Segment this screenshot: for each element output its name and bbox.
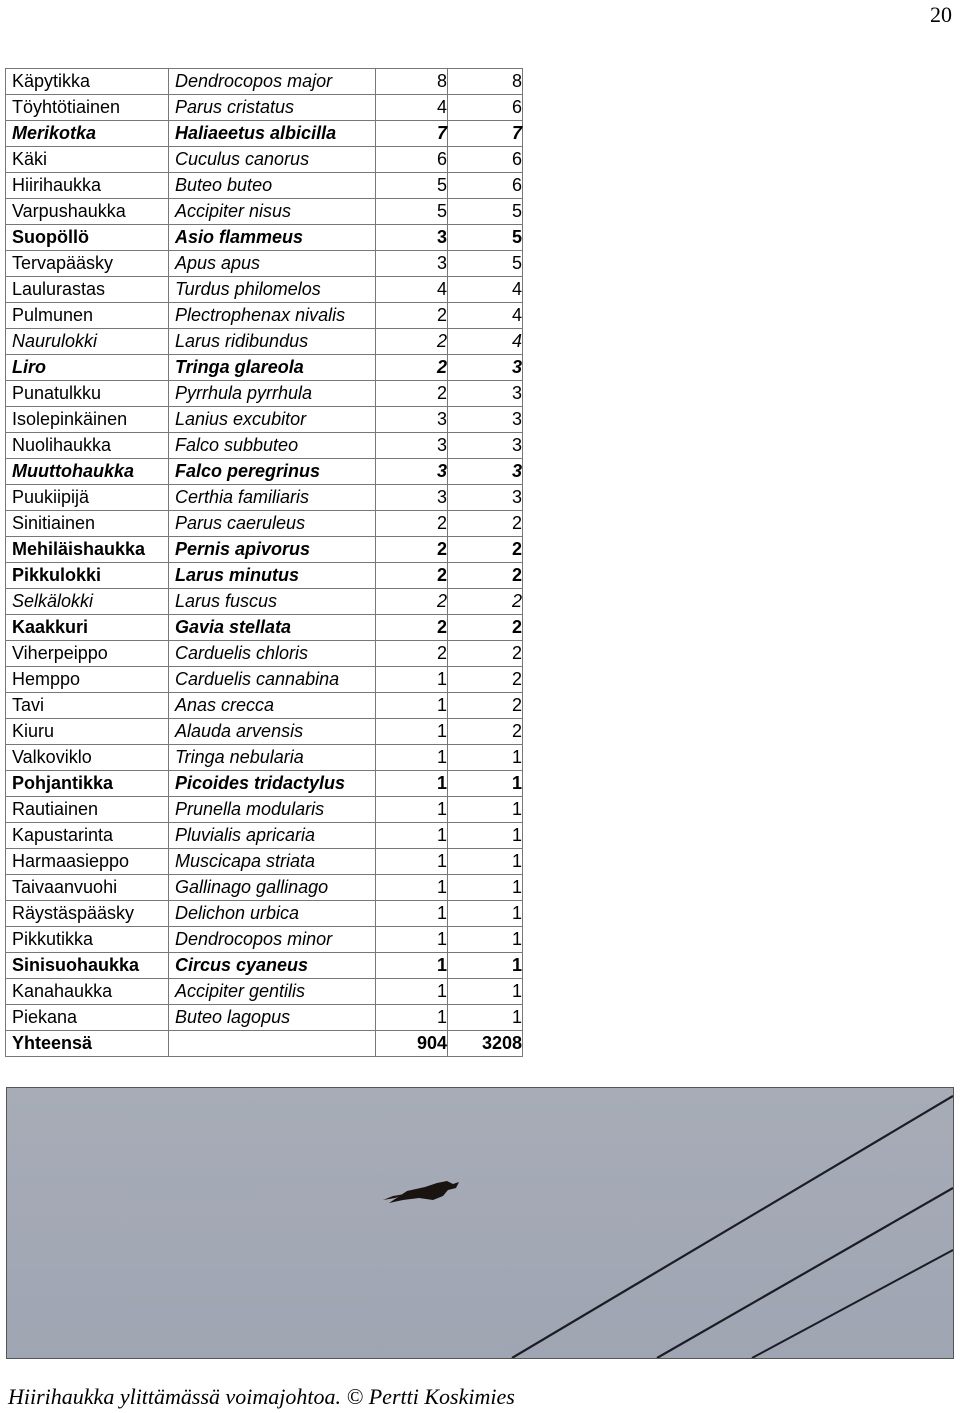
table-row (6, 173, 523, 199)
scientific-name-cell: Carduelis chloris (169, 641, 376, 667)
common-name-cell: Mehiläishaukka (6, 537, 169, 563)
count-2-cell: 3 (448, 433, 523, 459)
table-row (6, 121, 523, 147)
count-2-cell: 1 (448, 1005, 523, 1031)
count-1-cell: 1 (376, 823, 448, 849)
count-2-cell: 1 (448, 953, 523, 979)
scientific-name-cell: Delichon urbica (169, 901, 376, 927)
table-row (6, 953, 523, 979)
sky (7, 1088, 953, 1358)
count-2-cell: 1 (448, 979, 523, 1005)
count-2-cell: 2 (448, 511, 523, 537)
scientific-name-cell: Falco peregrinus (169, 459, 376, 485)
common-name-cell: Piekana (6, 1005, 169, 1031)
scientific-name-cell: Plectrophenax nivalis (169, 303, 376, 329)
count-2-cell: 1 (448, 927, 523, 953)
count-1-cell: 7 (376, 121, 448, 147)
count-1-cell: 5 (376, 173, 448, 199)
count-2-cell: 3 (448, 381, 523, 407)
count-2-cell: 3 (448, 355, 523, 381)
scientific-name-cell: Gallinago gallinago (169, 875, 376, 901)
common-name-cell: Selkälokki (6, 589, 169, 615)
count-1-cell: 3 (376, 433, 448, 459)
total-label: Yhteensä (6, 1031, 169, 1057)
table-row (6, 433, 523, 459)
count-1-cell: 1 (376, 953, 448, 979)
photo-illustration (7, 1088, 953, 1358)
count-2-cell: 2 (448, 667, 523, 693)
count-2-cell: 7 (448, 121, 523, 147)
scientific-name-cell: Pluvialis apricaria (169, 823, 376, 849)
table-row (6, 589, 523, 615)
scientific-name-cell: Larus minutus (169, 563, 376, 589)
table-row (6, 849, 523, 875)
common-name-cell: Pikkulokki (6, 563, 169, 589)
common-name-cell: Taivaanvuohi (6, 875, 169, 901)
common-name-cell: Sinisuohaukka (6, 953, 169, 979)
count-1-cell: 2 (376, 563, 448, 589)
scientific-name-cell: Larus ridibundus (169, 329, 376, 355)
table-row (6, 381, 523, 407)
scientific-name-cell: Buteo lagopus (169, 1005, 376, 1031)
scientific-name-cell: Circus cyaneus (169, 953, 376, 979)
common-name-cell: Valkoviklo (6, 745, 169, 771)
common-name-cell: Tavi (6, 693, 169, 719)
common-name-cell: Tervapääsky (6, 251, 169, 277)
count-2-cell: 2 (448, 563, 523, 589)
scientific-name-cell: Haliaeetus albicilla (169, 121, 376, 147)
scientific-name-cell: Apus apus (169, 251, 376, 277)
count-2-cell: 6 (448, 147, 523, 173)
common-name-cell: Kapustarinta (6, 823, 169, 849)
count-2-cell: 3 (448, 459, 523, 485)
total-empty-cell (169, 1031, 376, 1057)
common-name-cell: Merikotka (6, 121, 169, 147)
count-2-cell: 1 (448, 849, 523, 875)
scientific-name-cell: Anas crecca (169, 693, 376, 719)
table-row (6, 901, 523, 927)
table-row (6, 459, 523, 485)
scientific-name-cell: Prunella modularis (169, 797, 376, 823)
total-count-1: 904 (376, 1031, 448, 1057)
table-row (6, 147, 523, 173)
scientific-name-cell: Pernis apivorus (169, 537, 376, 563)
count-1-cell: 6 (376, 147, 448, 173)
scientific-name-cell: Parus caeruleus (169, 511, 376, 537)
page-number: 20 (930, 2, 952, 27)
count-2-cell: 6 (448, 173, 523, 199)
count-1-cell: 2 (376, 537, 448, 563)
scientific-name-cell: Certhia familiaris (169, 485, 376, 511)
scientific-name-cell: Dendrocopos major (169, 69, 376, 95)
count-1-cell: 4 (376, 277, 448, 303)
table-row (6, 979, 523, 1005)
count-1-cell: 1 (376, 667, 448, 693)
common-name-cell: Punatulkku (6, 381, 169, 407)
table-row (6, 719, 523, 745)
count-1-cell: 1 (376, 693, 448, 719)
scientific-name-cell: Parus cristatus (169, 95, 376, 121)
count-1-cell: 1 (376, 745, 448, 771)
count-1-cell: 3 (376, 407, 448, 433)
count-2-cell: 1 (448, 745, 523, 771)
count-1-cell: 2 (376, 589, 448, 615)
common-name-cell: Sinitiainen (6, 511, 169, 537)
count-1-cell: 1 (376, 849, 448, 875)
count-1-cell: 2 (376, 355, 448, 381)
scientific-name-cell: Turdus philomelos (169, 277, 376, 303)
table-row (6, 251, 523, 277)
scientific-name-cell: Alauda arvensis (169, 719, 376, 745)
species-table (5, 68, 523, 1057)
common-name-cell: Laulurastas (6, 277, 169, 303)
count-1-cell: 3 (376, 225, 448, 251)
table-row (6, 69, 523, 95)
count-2-cell: 2 (448, 693, 523, 719)
scientific-name-cell: Larus fuscus (169, 589, 376, 615)
count-1-cell: 8 (376, 69, 448, 95)
table-row (6, 537, 523, 563)
scientific-name-cell: Falco subbuteo (169, 433, 376, 459)
total-row (6, 1031, 523, 1057)
scientific-name-cell: Tringa nebularia (169, 745, 376, 771)
count-1-cell: 3 (376, 459, 448, 485)
count-2-cell: 8 (448, 69, 523, 95)
count-1-cell: 1 (376, 875, 448, 901)
count-2-cell: 2 (448, 615, 523, 641)
scientific-name-cell: Gavia stellata (169, 615, 376, 641)
table-row (6, 1005, 523, 1031)
scientific-name-cell: Accipiter nisus (169, 199, 376, 225)
count-2-cell: 5 (448, 199, 523, 225)
table-row (6, 615, 523, 641)
common-name-cell: Pohjantikka (6, 771, 169, 797)
scientific-name-cell: Asio flammeus (169, 225, 376, 251)
count-1-cell: 2 (376, 641, 448, 667)
table-row (6, 667, 523, 693)
count-2-cell: 3 (448, 407, 523, 433)
common-name-cell: Rautiainen (6, 797, 169, 823)
count-1-cell: 1 (376, 1005, 448, 1031)
count-2-cell: 2 (448, 537, 523, 563)
count-2-cell: 1 (448, 771, 523, 797)
scientific-name-cell: Pyrrhula pyrrhula (169, 381, 376, 407)
count-1-cell: 2 (376, 381, 448, 407)
total-count-2: 3208 (448, 1031, 523, 1057)
common-name-cell: Hemppo (6, 667, 169, 693)
scientific-name-cell: Muscicapa striata (169, 849, 376, 875)
table-row (6, 95, 523, 121)
count-1-cell: 4 (376, 95, 448, 121)
count-1-cell: 1 (376, 927, 448, 953)
scientific-name-cell: Buteo buteo (169, 173, 376, 199)
common-name-cell: Suopöllö (6, 225, 169, 251)
photo-caption: Hiirihaukka ylittämässä voimajohtoa. © Pertti Koskimies (8, 1384, 515, 1409)
table-row (6, 199, 523, 225)
photo-hawk-over-power-lines (6, 1087, 954, 1359)
count-1-cell: 3 (376, 485, 448, 511)
common-name-cell: Hiirihaukka (6, 173, 169, 199)
count-2-cell: 2 (448, 589, 523, 615)
species-table-body (6, 69, 523, 1031)
count-1-cell: 1 (376, 719, 448, 745)
count-2-cell: 5 (448, 225, 523, 251)
table-row (6, 277, 523, 303)
table-row (6, 875, 523, 901)
scientific-name-cell: Carduelis cannabina (169, 667, 376, 693)
table-row (6, 355, 523, 381)
count-1-cell: 2 (376, 329, 448, 355)
count-2-cell: 1 (448, 823, 523, 849)
common-name-cell: Isolepinkäinen (6, 407, 169, 433)
common-name-cell: Liro (6, 355, 169, 381)
common-name-cell: Harmaasieppo (6, 849, 169, 875)
table-row (6, 407, 523, 433)
common-name-cell: Puukiipijä (6, 485, 169, 511)
scientific-name-cell: Cuculus canorus (169, 147, 376, 173)
count-1-cell: 2 (376, 615, 448, 641)
common-name-cell: Viherpeippo (6, 641, 169, 667)
common-name-cell: Kaakkuri (6, 615, 169, 641)
table-row (6, 823, 523, 849)
count-1-cell: 1 (376, 979, 448, 1005)
scientific-name-cell: Accipiter gentilis (169, 979, 376, 1005)
table-row (6, 745, 523, 771)
count-1-cell: 1 (376, 771, 448, 797)
count-2-cell: 4 (448, 277, 523, 303)
table-row (6, 563, 523, 589)
common-name-cell: Naurulokki (6, 329, 169, 355)
count-2-cell: 6 (448, 95, 523, 121)
table-row (6, 693, 523, 719)
common-name-cell: Töyhtötiainen (6, 95, 169, 121)
common-name-cell: Käki (6, 147, 169, 173)
count-2-cell: 1 (448, 901, 523, 927)
table-row (6, 797, 523, 823)
common-name-cell: Pikkutikka (6, 927, 169, 953)
common-name-cell: Nuolihaukka (6, 433, 169, 459)
count-1-cell: 1 (376, 797, 448, 823)
count-2-cell: 5 (448, 251, 523, 277)
table-row (6, 771, 523, 797)
count-1-cell: 5 (376, 199, 448, 225)
common-name-cell: Pulmunen (6, 303, 169, 329)
common-name-cell: Kanahaukka (6, 979, 169, 1005)
table-row (6, 641, 523, 667)
count-1-cell: 2 (376, 303, 448, 329)
count-2-cell: 1 (448, 797, 523, 823)
common-name-cell: Muuttohaukka (6, 459, 169, 485)
count-2-cell: 4 (448, 329, 523, 355)
table-row (6, 511, 523, 537)
count-1-cell: 3 (376, 251, 448, 277)
table-row (6, 485, 523, 511)
common-name-cell: Varpushaukka (6, 199, 169, 225)
count-1-cell: 1 (376, 901, 448, 927)
table-row (6, 329, 523, 355)
count-2-cell: 1 (448, 875, 523, 901)
table-row (6, 927, 523, 953)
common-name-cell: Kiuru (6, 719, 169, 745)
scientific-name-cell: Lanius excubitor (169, 407, 376, 433)
common-name-cell: Räystäspääsky (6, 901, 169, 927)
table-row (6, 225, 523, 251)
scientific-name-cell: Tringa glareola (169, 355, 376, 381)
count-2-cell: 4 (448, 303, 523, 329)
scientific-name-cell: Picoides tridactylus (169, 771, 376, 797)
common-name-cell: Käpytikka (6, 69, 169, 95)
count-2-cell: 2 (448, 719, 523, 745)
count-1-cell: 2 (376, 511, 448, 537)
count-2-cell: 3 (448, 485, 523, 511)
count-2-cell: 2 (448, 641, 523, 667)
scientific-name-cell: Dendrocopos minor (169, 927, 376, 953)
table-row (6, 303, 523, 329)
